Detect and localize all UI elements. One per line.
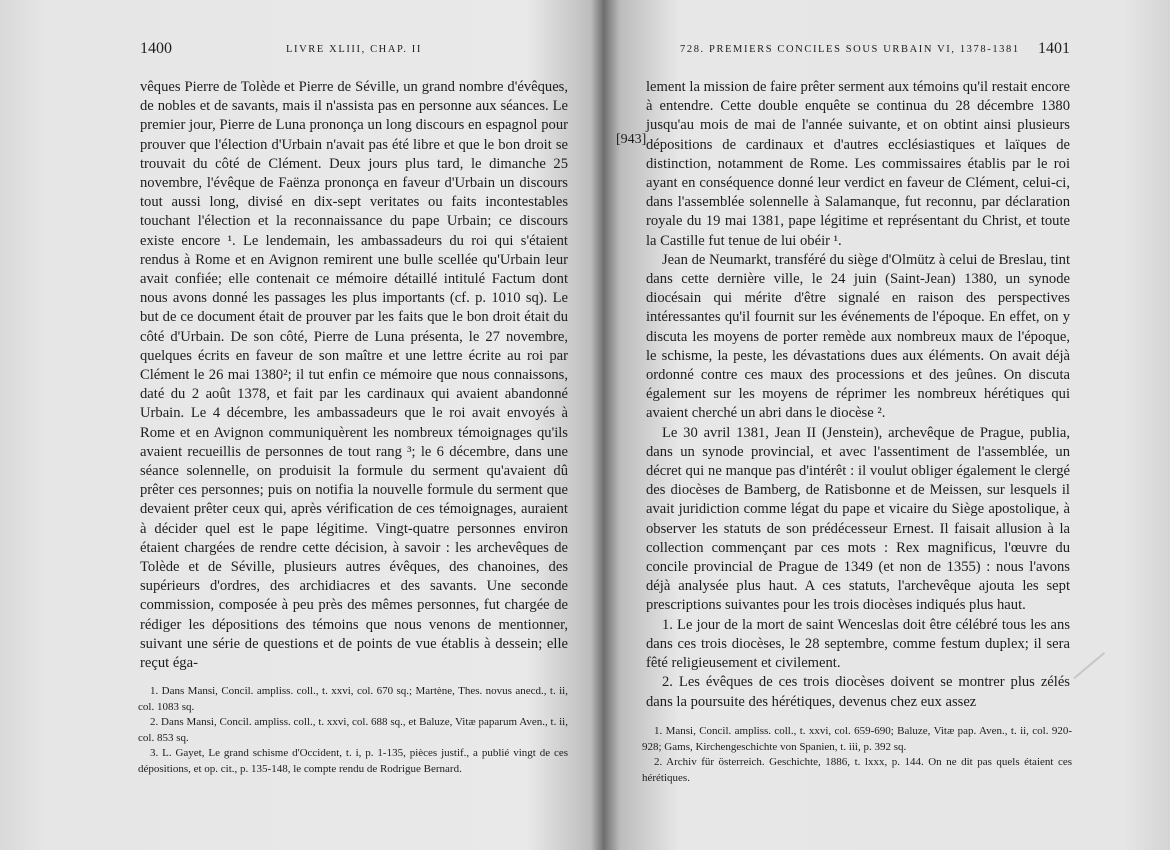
paragraph: 2. Les évêques de ces trois diocèses doivent se montrer plus zélés dans la poursuite des hérétiques, devenus chez eux assez — [646, 674, 1070, 710]
footnote: 1. Dans Mansi, Concil. ampliss. coll., t. xxvi, col. 670 sq.; Martène, Thes. novus anecd., t. ii, col. 1083 sq. — [138, 685, 568, 713]
footnote: 2. Dans Mansi, Concil. ampliss. coll., t. xxvi, col. 688 sq., et Baluze, Vitæ paparum Aven., t. ii, col. 853 sq. — [138, 716, 568, 744]
page-number: 1400 — [140, 40, 172, 57]
margin-reference-number: [943] — [616, 132, 647, 147]
footnotes — [642, 724, 1072, 786]
paragraph: vêques Pierre de Tolède et Pierre de Séville, un grand nombre d'évêques, de nobles et de savants, mais il n'assista pas en personne aux séances. Le premier jour, Pierre de Luna prononça un long discours en espagnol pour prouver que l'élection d'Urbain n'avait pas été libre et que le bon droit se trouvait du côté de Clément. Deux jours plus tard, le dimanche 25 novembre, l'évêque de Faënza prononça en faveur d'Urbain un discours tout aussi long, divisé en dix-sept veritates ou faits incontestables touchant l'élection et la reconnaissance du pape Urbain; ce discours existe encore ¹. Le lendemain, les ambassadeurs du roi qui s'étaient rendus à Rome et en Avignon remirent une bulle scellée qu'Urbain leur avait confiée; elle contenait ce mémoire détaillé intitulé Factum dont nous avons donné les passages les plus importants (cf. p. 1010 sq). Le but de ce document était de prouver par les faits que le bon droit était du côté d'Urbain. De son côté, Pierre de Luna présenta, le 27 novembre, quelques écrits en faveur de son maître et une lettre écrite au roi par Clément le 26 mai 1380²; il tut enfin ce mémoire que nous connaissons, daté du 2 août 1378, et fait par les cardinaux qui avaient abandonné Urbain. Le 4 décembre, les ambassadeurs que le roi avait envoyés à Rome et en Avignon communiquèrent les nombreux témoignages qu'ils avaient recueillis de personnes de tout rang ³; le 6 décembre, dans une séance solennelle, on produisit la formule du serment qu'avaient dû prêter ces personnes; puis on notifia la nouvelle formule du serment que devaient prêter ceux qui, après vérification de ces témoignages, auraient à décider quel est le pape légitime. Vingt-quatre personnes environ étaient chargées de rendre cette décision, à savoir : les archevêques de Tolède et de Séville, plusieurs autres évêques, des chanoines, des supérieurs d'ordres, des archidiacres et des savants. Une seconde commission, composée à peu près des mêmes personnes, fut chargée de rédiger les dépositions des témoins que nous venons de mentionner, suivant une série de questions et de points de vue établis à dessein; elle reçut éga- — [140, 79, 568, 672]
footnote: 2. Archiv für österreich. Geschichte, 1886, t. lxxx, p. 144. On ne dit pas quels étaient ces hérétiques. — [642, 756, 1072, 784]
main-text — [646, 78, 1070, 712]
pencil-mark — [1073, 652, 1131, 710]
running-head: 728. PREMIERS CONCILES SOUS URBAIN VI, 1378-1381 — [680, 44, 1020, 55]
running-head: LIVRE XLIII, CHAP. II — [286, 44, 422, 55]
footnotes — [138, 684, 568, 777]
main-text — [140, 78, 568, 673]
page-number: 1401 — [1038, 40, 1070, 57]
right-page — [600, 0, 1170, 850]
footnote: 3. L. Gayet, Le grand schisme d'Occident, t. i, p. 1-135, pièces justif., a publié vingt de ces dépositions, et op. cit., p. 135-148, le compte rendu de Rodrigue Bernard. — [138, 747, 568, 775]
paragraph: Jean de Neumarkt, transféré du siège d'Olmütz à celui de Breslau, tint dans cette dernière ville, le 24 juin (Saint-Jean) 1380, un synode diocésain qui mérite d'être signalé en raison des perspectives intéressantes qu'il fournit sur les événements de l'époque. En effet, on y discuta les moyens de porter remède aux nombreux maux de l'époque, le schisme, la peste, les dévastations dues aux éléments. On avait déjà ordonné contre ces maux des processions et des jeûnes. On discuta également sur les moyens de réprimer les nombreux hérétiques qui avaient cherché un abri dans le diocèse ². — [646, 251, 1070, 422]
paragraph: Le 30 avril 1381, Jean II (Jenstein), archevêque de Prague, publia, dans un synode provincial, et avec l'assentiment de l'assemblée, un décret qui ne manque pas d'intérêt : il voulut obliger également le clergé des diocèses de Bamberg, de Ratisbonne et de Meissen, sur lesquels il avait juridiction comme légat du pape et vicaire du Siège apostolique, à observer les statuts de son prédécesseur Ernest. Il faisait allusion à la collection commençant par ces mots : Rex magnificus, l'œuvre du concile provincial de Prague de 1349 (et non de 1355) : nous l'avons déjà analysée plus haut. A ces statuts, l'archevêque ajouta les sept prescriptions suivantes pour les trois diocèses indiqués plus haut. — [646, 424, 1070, 614]
paragraph: lement la mission de faire prêter serment aux témoins qu'il restait encore à entendre. Cette double enquête se continua du 28 décembre 1380 jusqu'au mois de mai de l'année suivante, et on obtint ainsi plusieurs dépositions de cardinaux et d'autres ecclésiastiques et laïques de distinction, notamment de Rome. Les commissaires établis par le roi ayant en conséquence donné leur verdict en faveur de Clément, celui-ci, dans l'assemblée solennelle à Salamanque, fut reconnu, par déclaration royale du 19 mai 1381, pape légitime et représentant du Christ, et toute la Castille fut tenue de lui obéir ¹. — [646, 79, 1070, 249]
paragraph: 1. Le jour de la mort de saint Wenceslas doit être célébré tous les ans dans ces trois diocèses, le 28 septembre, comme festum duplex; il sera fêté religieusement et civilement. — [646, 616, 1070, 672]
footnote: 1. Mansi, Concil. ampliss. coll., t. xxvi, col. 659-690; Baluze, Vitæ pap. Aven., t. ii, col. 920-928; Gams, Kirchengeschichte von Spanien, t. iii, p. 392 sq. — [642, 725, 1072, 753]
